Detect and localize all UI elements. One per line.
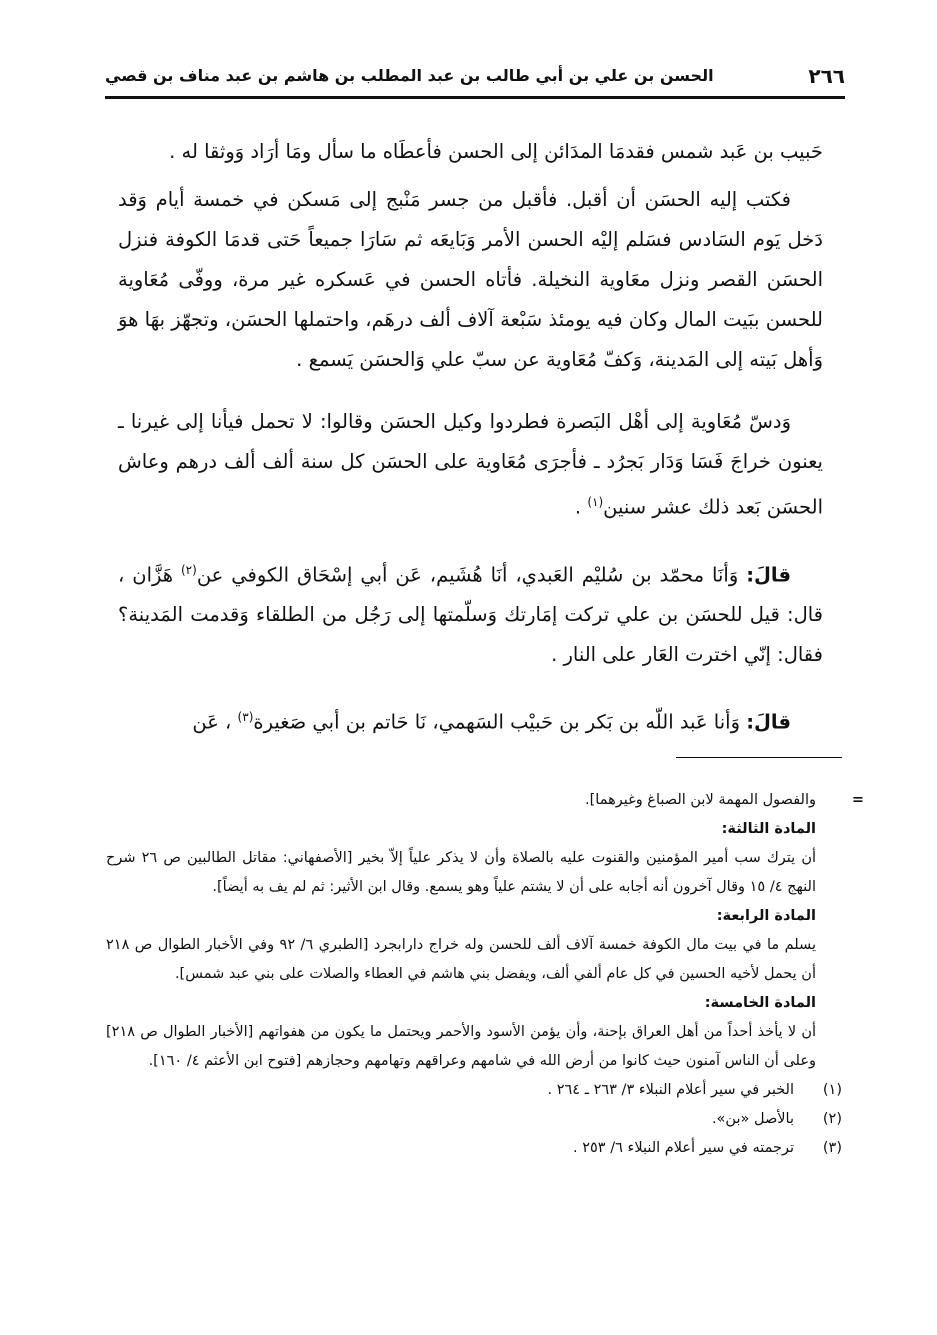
footnote-text: والفصول المهمة لابن الصباغ وغيرهما]. [585, 792, 816, 808]
footnote-heading: المادة الثالثة: [721, 821, 816, 837]
footnote-text: بالأصل «بن». [711, 1111, 794, 1127]
footnote-text: أن لا يأخذ أحداً من أهل العراق بإحنة، وأن يؤمن الأسود والأحمر ويحتمل ما يكون من هفواتهم [الأخبار الطوال ص ٢١٨] وعلى أن الناس آمنون حيث كانوا من أرض الله في شامهم وعراقهم وتهامهم وحجازهم [فتوح ابن الأعثم ٤/ ١٦٠]. [106, 1024, 816, 1069]
qala-lead: قالَ: [746, 563, 791, 586]
paragraph [118, 550, 823, 676]
footnote-text: أن يترك سب أمير المؤمنين والقنوت عليه بالصلاة وأن لا يذكر علياً إلاّ بخير [الأصفهاني: مقاتل الطالبين ص ٢٦ شرح النهج ٤/ ١٥ وقال آخرون أنه أجابه على أن لا يشتم علياً وهو يسمع. وقال ابن الأثير: ثم لم يف به أيضاً]. [106, 850, 817, 895]
footnote-text: ترجمته في سير أعلام النبلاء ٦/ ٢٥٣ . [573, 1140, 794, 1156]
footnote-text: الخبر في سير أعلام النبلاء ٣/ ٢٦٣ ـ ٢٦٤ . [547, 1082, 794, 1098]
paragraph: فكتب إليه الحسَن أن أقبل. فأقبل من جسر مَنْبج إلى مَسكن في خمسة أيام وَقد دَخل يَوم السَادس فسَلم إليْه الحسن الأمر وَبَايعَه ثم سَارَا جميعاً حَتى قدمَا الكوفة فنزل الحسَن القصر ونزل معَاوية النخيلة. فأتاه الحسن في عَسكره غير مرة، ووفّى مُعَاوية للحسن ببَيت المال وكان فيه يومئذ سَبْعة آلاف ألف درهَم، واحتملها الحسَن، وتجهّز بهَا هوَ وَأهل بَيته إلى المَدينة، وَكفّ مُعَاوية عن سبّ علي وَالحسَن يَسمع . [118, 188, 823, 371]
paragraph-text: وَأنَا محمّد بن سُليْم العَبدي، أنَا هُشَيم، عَن أبي إسْحَاق الكوفي عن [196, 563, 747, 586]
paragraph-text: وَأنا عَبد اللّه بن بَكر بن حَبيْب السَهمي، نَا حَاتم بن أبي صَغيرة [253, 710, 747, 734]
footnote-separator [676, 757, 842, 758]
paragraph-text: هَزَّان ، قال: قيل للحسَن بن علي تركت إمَارتك وَسلّمتها إلى رَجُل من الطلقاء وَقدمت المَدينة؟ فقال: إنّي اخترت العَار على النار . [118, 563, 823, 666]
footnote-number: (١) [822, 1082, 842, 1098]
paragraph: حَبيب بن عَبد شمس فقدمَا المدَائن إلى الحسن فأعطَاه ما سأل ومَا أرَاد وَوثقا له . [169, 140, 823, 163]
running-title: الحسن بن علي بن أبي طالب بن عبد المطلب بن هاشم بن عبد مناف بن قصي [105, 66, 714, 85]
footnote [106, 1134, 842, 1163]
footnote-ref: (٢) [180, 562, 197, 577]
paragraph [118, 402, 823, 528]
qala-lead: قالَ: [746, 710, 791, 734]
footnote [106, 1105, 842, 1134]
footnote-ref: (٣) [237, 710, 254, 724]
footnote-heading: المادة الرابعة: [716, 908, 816, 924]
footnote-heading: المادة الخامسة: [704, 995, 816, 1011]
running-header [105, 62, 845, 99]
paragraph-text: وَدسّ مُعَاوية إلى أهْل البَصرة فطردوا وكيل الحسَن وقالوا: لا تحمل فيأنا إلى غيرنا ـ يعنون خراجَ فَسَا وَدَار بَجرُد ـ فأجرَى مُعَاوية على الحسَن كل سنة ألف ألف درهم وعاش الحسَن بَعد ذلك عشر سنين [118, 410, 823, 519]
footnote-ref: (١) [587, 495, 604, 509]
page-number: ٢٦٦ [808, 64, 845, 88]
continuation-mark: = [851, 792, 864, 808]
paragraph [118, 697, 823, 743]
main-text [118, 132, 823, 751]
footnote-continuation [106, 786, 864, 815]
footnote-text: يسلم ما في بيت مال الكوفة خمسة آلاف ألف للحسن وله خراج دارابجرد [الطبري ٦/ ٩٢ وفي الأخبار الطوال ص ٢١٨ أن يحمل لأخيه الحسين في كل عام ألفي ألف، ويفضل بني هاشم في العطاء والصلات على بني عبد شمس]. [106, 937, 816, 982]
paragraph-text: ، عَن [192, 710, 238, 734]
footnotes [106, 786, 864, 1163]
footnote [106, 1076, 842, 1105]
paragraph-text: . [574, 495, 588, 519]
footnote-number: (٣) [822, 1140, 842, 1156]
footnote-number: (٢) [822, 1111, 842, 1127]
